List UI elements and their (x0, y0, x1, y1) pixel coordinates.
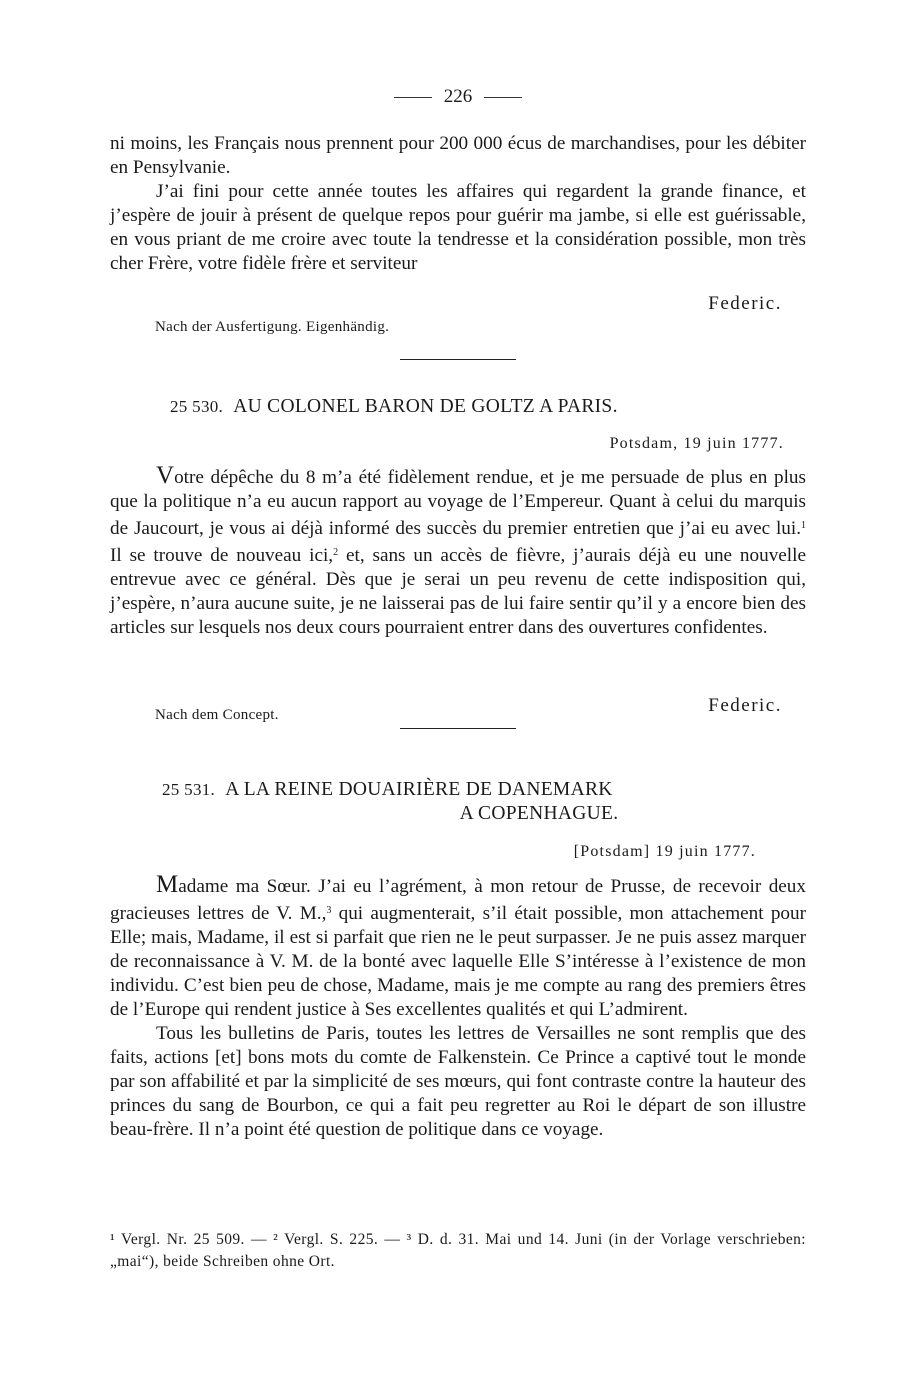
text-part: qui augmenterait, s’il était possible, mon attachement pour Elle; mais, Madame, il est si parfait que rien ne le peut surpasser. Je ne puis assez marquer de reconnaissance à V. M. de la bonté avec laquelle Elle S’intéresse à l’existence de mon individu. C’est bien peu de chose, Madame, mais je me compte au rang des premiers êtres de l’Europe qui rendent justice à Ses excellentes qualités et qui L’admirent. (110, 903, 806, 1020)
letter-body-25531 (110, 873, 806, 1142)
letter-title-line-1: A LA REINE DOUAIRIÈRE DE DANEMARK (225, 779, 613, 800)
letter-paragraph (110, 464, 806, 640)
letter-number: 25 530. (170, 397, 224, 416)
letter-heading-25530 (110, 396, 806, 418)
letter-dateline: Potsdam, 19 juin 1777. (609, 435, 784, 452)
letter-signature: Federic. (708, 695, 782, 716)
footnote-ref: 1 (801, 520, 806, 531)
letter-source-note: Nach dem Concept. (155, 707, 279, 723)
text-part: Il se trouve de nouveau ici, (110, 545, 334, 566)
text-part: adame ma Sœur. J’ai eu l’agrément, à mon retour de Prusse, de recevoir deux gracieuses lettres de V. M., (110, 876, 806, 924)
intro-source-note: Nach der Ausfertigung. Eigenhändig. (155, 319, 390, 335)
intro-signature: Federic. (708, 293, 782, 314)
letter-title: AU COLONEL BARON DE GOLTZ A PARIS. (233, 396, 618, 417)
section-divider (400, 728, 516, 729)
initial-letter: M (156, 871, 179, 898)
section-divider (400, 359, 516, 360)
intro-paragraph-1: ni moins, les Français nous prennent pour 200 000 écus de marchandises, pour les débiter en Pensylvanie. (110, 133, 806, 178)
page-header (110, 86, 806, 108)
footnote-ref: 3 (326, 905, 332, 916)
text-part: et, sans un accès de fièvre, j’aurais déjà eu une nouvelle entrevue avec ce général. Dès que je serai un peu revenu de cette indisposition qui, j’espère, n’aura aucune suite, je ne laisserai pas de lui faire sentir qu’il y a encore bien des articles sur lesquels nos deux cours pourraient entrer dans des ouvertures confidentes. (110, 545, 806, 638)
letter-number: 25 531. (162, 780, 216, 799)
page-number: 226 (443, 86, 473, 107)
letter-paragraph-2: Tous les bulletins de Paris, toutes les lettres de Versailles ne sont remplis que des faits, actions [et] bons mots du comte de Falkenstein. Ce Prince a captivé tout le monde par son affabilité et par la simplicité de ses mœurs, qui font contraste contre la hauteur des princes du sang de Bourbon, ce qui a fait peu regretter au Roi le départ de son illustre beau-frère. Il n’a point été question de politique dans ce voyage. (110, 1023, 806, 1140)
letter-body-25530 (110, 464, 806, 640)
header-dash-left (394, 97, 432, 98)
footnotes: ¹ Vergl. Nr. 25 509. — ² Vergl. S. 225. — ³ D. d. 31. Mai und 14. Juni (in der Vorlage verschrieben: „mai“), beide Schreiben ohne Ort. (110, 1231, 806, 1270)
text-part: otre dépêche du 8 m’a été fidèlement rendue, et je me persuade de plus en plus que la politique n’a eu aucun rapport au voyage de l’Empereur. Quant à celui du marquis de Jaucourt, je vous ai déjà informé des succès du premier entretien que j’ai eu avec lui. (110, 467, 806, 539)
letter-title-line-2: A COPENHAGUE. (459, 803, 619, 824)
header-dash-right (484, 97, 522, 98)
initial-letter: V (156, 462, 175, 489)
letter-paragraph-1 (110, 873, 806, 1022)
letter-heading-25531 (110, 779, 806, 825)
intro-text (110, 132, 806, 276)
footnote-ref: 2 (333, 547, 339, 558)
letter-dateline: [Potsdam] 19 juin 1777. (573, 843, 756, 860)
intro-paragraph-2: J’ai fini pour cette année toutes les affaires qui regardent la grande finance, et j’espère de jouir à présent de quelque repos pour guérir ma jambe, si elle est guérissable, en vous priant de me croire avec toute la tendresse et la considération possible, mon très cher Frère, votre fidèle frère et serviteur (110, 181, 806, 274)
